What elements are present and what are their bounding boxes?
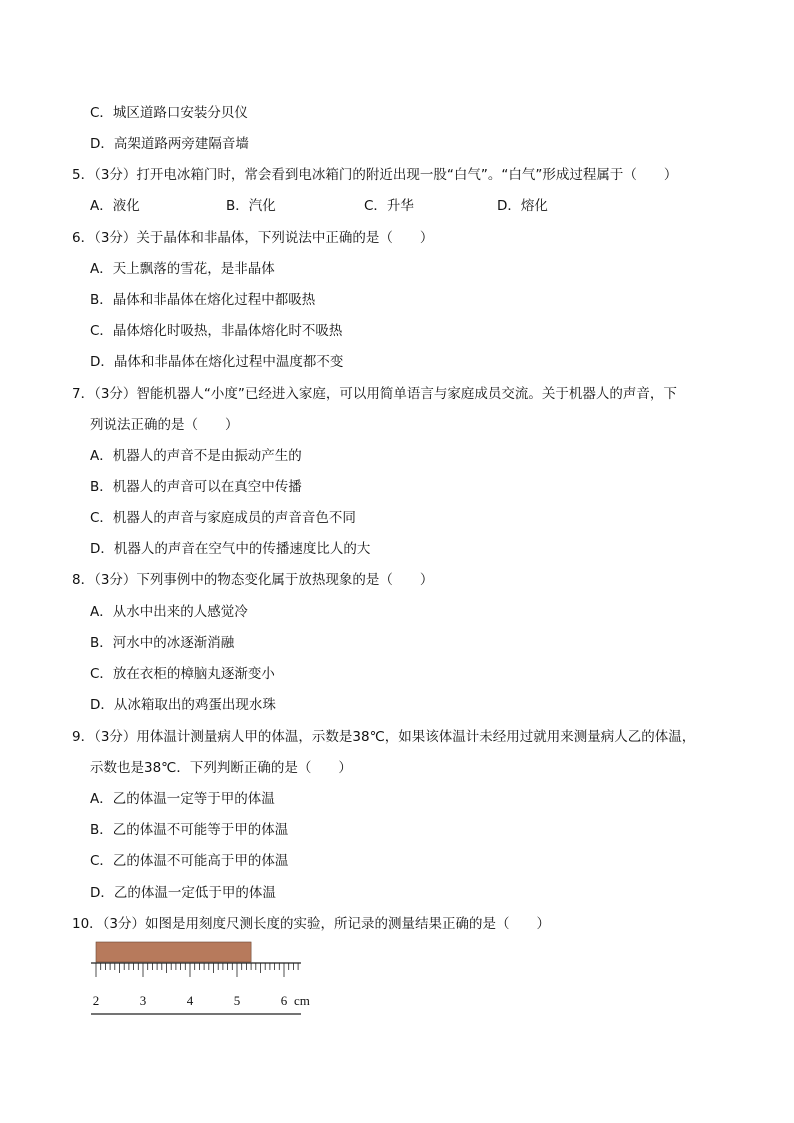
q5-option-a: A．液化 [90,198,140,214]
q7-option-a: A．机器人的声音不是由振动产生的 [90,448,302,464]
ruler-tick-label: 5 [233,993,241,1008]
q9-stem-line2: 示数也是38℃．下列判断正确的是（ ） [90,760,352,776]
q9-stem-line1: 9．（3分）用体温计测量病人甲的体温，示数是38℃，如果该体温计未经用过就用来测量病人乙的体温， [72,729,696,745]
q8-option-b: B．河水中的冰逐渐消融 [90,635,235,651]
q5-options [90,197,730,215]
q7-option-d: D．机器人的声音在空气中的传播速度比人的大 [90,541,371,557]
q6-option-c: C．晶体熔化时吸热，非晶体熔化时不吸热 [90,323,343,339]
q7-option-b: B．机器人的声音可以在真空中传播 [90,479,302,495]
q7-option-c: C．机器人的声音与家庭成员的声音音色不同 [90,510,356,526]
ruler-tick-label: 3 [139,993,147,1008]
q7-stem-line2: 列说法正确的是（ ） [90,417,239,433]
q6-option-b: B．晶体和非晶体在熔化过程中都吸热 [90,292,316,308]
q9-option-a: A．乙的体温一定等于甲的体温 [90,791,275,807]
q8-option-c: C．放在衣柜的樟脑丸逐渐变小 [90,666,275,682]
q6-option-d: D．晶体和非晶体在熔化过程中温度都不变 [90,354,344,370]
q4-option-d: D．高架道路两旁建隔音墙 [90,136,249,152]
ruler-ticks [96,963,298,977]
q8-option-d: D．从冰箱取出的鸡蛋出现水珠 [90,697,276,713]
ruler-figure [86,938,326,1020]
ruler-unit-label: cm [294,993,310,1008]
ruler-tick-label: 4 [186,993,194,1008]
ruler-labels [93,993,288,1008]
q10-stem: 10．（3分）如图是用刻度尺测长度的实验，所记录的测量结果正确的是（ ） [72,916,551,932]
q7-stem-line1: 7．（3分）智能机器人“小度”已经进入家庭，可以用简单语言与家庭成员交流。关于机器人的声音，下 [72,386,677,402]
q5-option-c: C．升华 [364,198,414,214]
q9-option-d: D．乙的体温一定低于甲的体温 [90,885,276,901]
q9-option-b: B．乙的体温不可能等于甲的体温 [90,822,289,838]
ruler-tick-label: 2 [92,993,100,1008]
q9-option-c: C．乙的体温不可能高于甲的体温 [90,853,289,869]
q8-stem: 8．（3分）下列事例中的物态变化属于放热现象的是（ ） [72,572,434,588]
q6-option-a: A．天上飘落的雪花，是非晶体 [90,261,275,277]
q8-option-a: A．从水中出来的人感觉冷 [90,604,248,620]
q5-option-d: D．熔化 [497,198,548,214]
ruler-tick-label: 6 [280,993,288,1008]
q5-stem: 5．（3分）打开电冰箱门时，常会看到电冰箱门的附近出现一股“白气”。“白气”形成过程属于（ ） [72,167,678,183]
q6-stem: 6．（3分）关于晶体和非晶体，下列说法中正确的是（ ） [72,230,434,246]
q5-option-b: B．汽化 [226,198,276,214]
measured-block [96,942,251,962]
q4-option-c: C．城区道路口安装分贝仪 [90,105,248,121]
